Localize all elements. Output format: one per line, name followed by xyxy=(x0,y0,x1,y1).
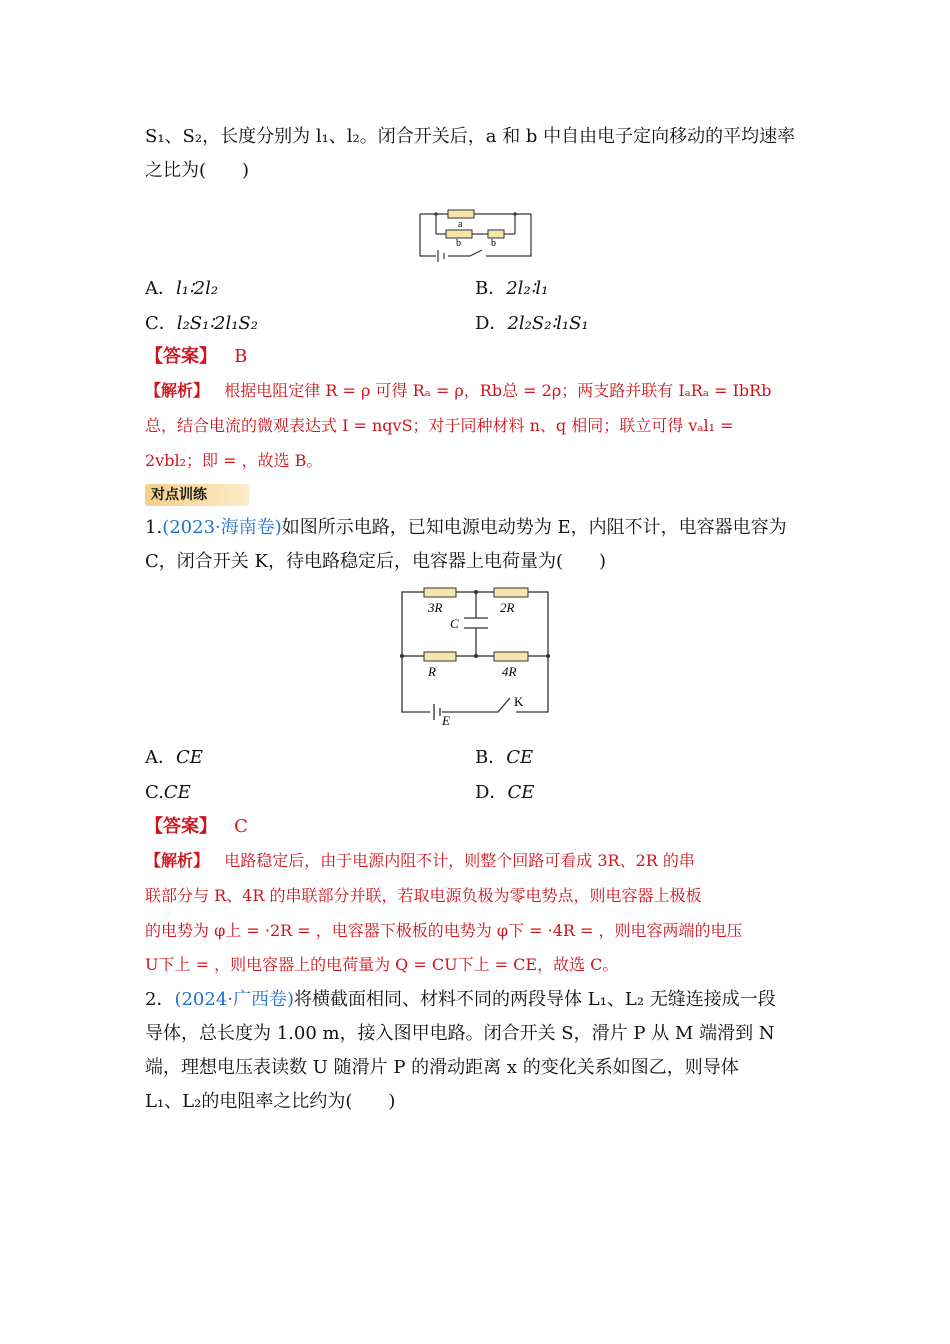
q1-option-c[interactable]: C.CE xyxy=(145,782,191,803)
q1-analysis-line-4: U下上 = ，则电容器上的电荷量为 Q = CU下上 = CE，故选 C。 xyxy=(145,955,619,974)
q1-answer: 【答案】 C xyxy=(145,816,248,837)
q0-analysis-line-3: 2vbl₂；即 = ，故选 B。 xyxy=(145,451,323,470)
q2-stem-line-1: 2．(2024·广西卷)将横截面相同、材料不同的两段导体 L₁、L₂ 无缝连接成一段 xyxy=(145,989,776,1010)
resistor-b1 xyxy=(446,230,472,238)
label-R: R xyxy=(428,664,436,679)
q1-analysis-line-2: 联部分与 R、4R 的串联部分并联，若取电源负极为零电势点，则电容器上极板 xyxy=(145,886,702,905)
resistor-a xyxy=(448,210,474,218)
label-b-left: b xyxy=(456,238,461,249)
circuit-diagram-2 xyxy=(398,588,554,728)
q1-analysis-line-3: 的电势为 φ上 = ·2R = ，电容器下极板的电势为 φ下 = ·4R = ，则电容两端的电压 xyxy=(145,921,743,940)
label-C: C xyxy=(450,616,459,631)
resistor-4R xyxy=(494,652,528,661)
label-E: E xyxy=(442,713,450,728)
q0-option-a[interactable]: A．l₁∶2l₂ xyxy=(145,278,219,299)
resistor-2R xyxy=(494,588,528,597)
resistor-R xyxy=(424,652,456,661)
q0-answer: 【答案】 B xyxy=(145,346,248,367)
circuit-diagram-1 xyxy=(418,200,533,256)
q1-option-a[interactable]: A．CE xyxy=(145,747,203,768)
label-b-right: b xyxy=(491,238,496,249)
label-2R: 2R xyxy=(500,600,515,615)
q2-stem-line-3: 端，理想电压表读数 U 随滑片 P 的滑动距离 x 的变化关系如图乙，则导体 xyxy=(145,1057,739,1078)
q1-analysis-line-1: 【解析】 电路稳定后，由于电源内阻不计，则整个回路可看成 3R、2R 的串 xyxy=(145,851,695,870)
intro-line-1: S₁、S₂，长度分别为 l₁、l₂。闭合开关后，a 和 b 中自由电子定向移动的平均速率 xyxy=(145,126,796,147)
q0-analysis-line-2: 总，结合电流的微观表达式 I = nqvS；对于同种材料 n、q 相同；联立可得 vₐl₁ = xyxy=(145,416,734,435)
q1-option-d[interactable]: D．CE xyxy=(475,782,535,803)
q0-option-c[interactable]: C．l₂S₁∶2l₁S₂ xyxy=(145,313,258,334)
resistor-3R xyxy=(424,588,456,597)
intro-line-2: 之比为( ) xyxy=(145,160,250,181)
q0-option-b[interactable]: B．2l₂∶l₁ xyxy=(475,278,549,299)
q0-option-d[interactable]: D．2l₂S₂∶l₁S₁ xyxy=(475,313,589,334)
resistor-b2 xyxy=(488,230,504,238)
label-K: K xyxy=(514,694,524,709)
label-3R: 3R xyxy=(428,600,443,615)
section-badge: 对点训练 xyxy=(145,484,249,506)
q2-stem-line-2: 导体，总长度为 1.00 m，接入图甲电路。闭合开关 S，滑片 P 从 M 端滑到 N xyxy=(145,1023,775,1044)
q1-stem-line-1: 1.(2023·海南卷)如图所示电路，已知电源电动势为 E，内阻不计，电容器电容为 xyxy=(145,517,787,538)
q1-option-b[interactable]: B．CE xyxy=(475,747,534,768)
label-a: a xyxy=(458,219,463,230)
label-4R: 4R xyxy=(502,664,517,679)
q1-stem-line-2: C，闭合开关 K，待电路稳定后，电容器上电荷量为( ) xyxy=(145,551,606,572)
q0-analysis-line-1: 【解析】 根据电阻定律 R = ρ 可得 Rₐ = ρ，Rb总 = 2ρ；两支路并联有 IₐRₐ = IbRb xyxy=(145,381,772,400)
q2-stem-line-4: L₁、L₂的电阻率之比约为( ) xyxy=(145,1091,396,1112)
